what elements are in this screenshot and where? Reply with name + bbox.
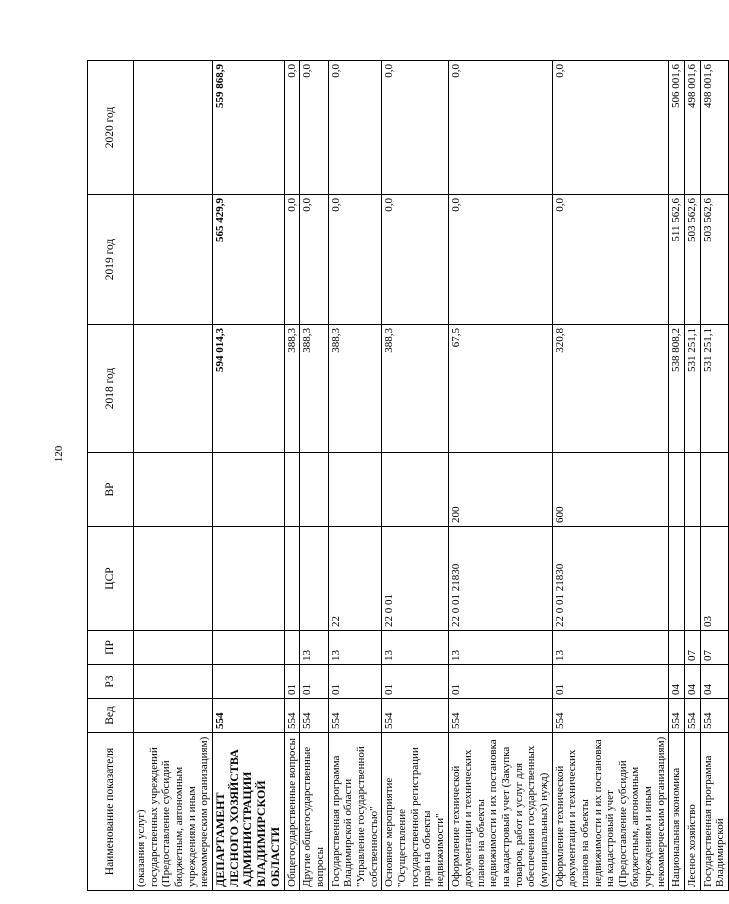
header-name: Наименование показателя — [88, 733, 134, 891]
row-name: Лесное хозяйство — [685, 733, 701, 891]
row-2019: 503 562,6 — [700, 195, 728, 325]
table-row — [669, 61, 685, 891]
row-ved: 554 — [669, 699, 685, 733]
header-pr: ПР — [88, 631, 134, 665]
table-row — [328, 61, 382, 891]
row-2020: 506 001,6 — [669, 61, 685, 195]
row-pr — [284, 631, 300, 665]
row-2020: 498 001,6 — [685, 61, 701, 195]
row-2018: 538 808,2 — [669, 325, 685, 453]
row-pr — [134, 631, 213, 665]
row-2019: 0,0 — [552, 195, 669, 325]
row-csr: 03 — [700, 527, 728, 631]
table-row — [685, 61, 701, 891]
rotated-table-wrapper — [87, 61, 727, 891]
row-2019: 511 562,6 — [669, 195, 685, 325]
row-2019 — [134, 195, 213, 325]
row-csr — [300, 527, 328, 631]
row-vr — [328, 453, 382, 527]
row-csr: 22 0 01 21830 — [552, 527, 669, 631]
row-vr — [300, 453, 328, 527]
row-name: ДЕПАРТАМЕНТ ЛЕСНОГО ХОЗЯЙСТВА АДМИНИСТРАЦИИ ВЛАДИМИРСКОЙ ОБЛАСТИ — [212, 733, 284, 891]
row-2019: 0,0 — [300, 195, 328, 325]
row-vr: 600 — [552, 453, 669, 527]
row-2020 — [134, 61, 213, 195]
table-row — [382, 61, 448, 891]
header-2018: 2018 год — [88, 325, 134, 453]
table-row — [134, 61, 213, 891]
row-2020: 498 001,6 — [700, 61, 728, 195]
row-ved: 554 — [448, 699, 552, 733]
row-vr — [669, 453, 685, 527]
row-2020: 0,0 — [552, 61, 669, 195]
row-2019: 0,0 — [448, 195, 552, 325]
row-ved: 554 — [300, 699, 328, 733]
row-rz: 01 — [552, 665, 669, 699]
table-row — [448, 61, 552, 891]
row-pr: 07 — [700, 631, 728, 665]
row-name: Оформление технической документации и технических планов на объекты недвижимости и их постановка на кадастровый учет (Предоставление субсидий бюджетным, автономным учреждениям и иным некоммерческим организациям) — [552, 733, 669, 891]
row-rz — [134, 665, 213, 699]
row-2018: 388,3 — [300, 325, 328, 453]
row-rz: 04 — [700, 665, 728, 699]
row-name: Национальная экономика — [669, 733, 685, 891]
row-ved: 554 — [700, 699, 728, 733]
table-row — [212, 61, 284, 891]
row-csr: 22 0 01 — [382, 527, 448, 631]
row-2020: 0,0 — [382, 61, 448, 195]
row-2019: 0,0 — [284, 195, 300, 325]
row-ved: 554 — [685, 699, 701, 733]
row-vr: 200 — [448, 453, 552, 527]
row-2020: 0,0 — [284, 61, 300, 195]
row-2018: 531 251,1 — [685, 325, 701, 453]
header-row — [88, 61, 134, 891]
row-rz: 04 — [685, 665, 701, 699]
header-csr: ЦСР — [88, 527, 134, 631]
row-vr — [382, 453, 448, 527]
row-pr: 13 — [300, 631, 328, 665]
row-pr: 13 — [382, 631, 448, 665]
row-name: (оказания услуг) государственных учреждений (Предоставление субсидий бюджетным, автономным учреждениям и иным некоммерческим организациям) — [134, 733, 213, 891]
budget-table — [87, 60, 729, 891]
row-vr — [284, 453, 300, 527]
row-name: Общегосударственные вопросы — [284, 733, 300, 891]
row-2018: 320,8 — [552, 325, 669, 453]
row-pr — [212, 631, 284, 665]
row-vr — [685, 453, 701, 527]
row-2019: 565 429,9 — [212, 195, 284, 325]
row-2020: 0,0 — [448, 61, 552, 195]
row-2018: 388,3 — [284, 325, 300, 453]
row-ved: 554 — [284, 699, 300, 733]
row-2019: 0,0 — [382, 195, 448, 325]
header-vr: ВР — [88, 453, 134, 527]
row-ved: 554 — [382, 699, 448, 733]
row-rz: 01 — [448, 665, 552, 699]
header-2019: 2019 год — [88, 195, 134, 325]
row-rz: 04 — [669, 665, 685, 699]
row-2020: 0,0 — [300, 61, 328, 195]
row-2020: 559 868,9 — [212, 61, 284, 195]
row-name: Государственная программа Владимирской — [700, 733, 728, 891]
row-pr: 13 — [448, 631, 552, 665]
row-2018: 594 014,3 — [212, 325, 284, 453]
row-name: Оформление технической документации и технических планов на объекты недвижимости и их постановка на кадастровый учет (Закупка товаров, работ и услуг для обеспечения государственных (муниципальных) нужд) — [448, 733, 552, 891]
row-rz: 01 — [284, 665, 300, 699]
row-vr — [700, 453, 728, 527]
row-name: Другие общегосударственные вопросы — [300, 733, 328, 891]
row-csr — [212, 527, 284, 631]
row-2018: 67,5 — [448, 325, 552, 453]
row-csr: 22 0 01 21830 — [448, 527, 552, 631]
header-ved: Вед — [88, 699, 134, 733]
table-row — [284, 61, 300, 891]
row-vr — [212, 453, 284, 527]
table-row — [300, 61, 328, 891]
row-csr — [685, 527, 701, 631]
row-2019: 503 562,6 — [685, 195, 701, 325]
row-2018: 531 251,1 — [700, 325, 728, 453]
row-rz — [212, 665, 284, 699]
row-ved: 554 — [328, 699, 382, 733]
row-2020: 0,0 — [328, 61, 382, 195]
row-rz: 01 — [382, 665, 448, 699]
row-2019: 0,0 — [328, 195, 382, 325]
row-csr: 22 — [328, 527, 382, 631]
row-pr: 13 — [552, 631, 669, 665]
table-row — [700, 61, 728, 891]
row-rz: 01 — [328, 665, 382, 699]
row-ved: 554 — [552, 699, 669, 733]
row-vr — [134, 453, 213, 527]
row-csr — [669, 527, 685, 631]
row-name: Государственная программа Владимирской области "Управление государственной собственностью" — [328, 733, 382, 891]
row-2018 — [134, 325, 213, 453]
row-ved: 554 — [212, 699, 284, 733]
row-pr: 07 — [685, 631, 701, 665]
row-pr: 13 — [328, 631, 382, 665]
row-2018: 388,3 — [328, 325, 382, 453]
row-pr — [669, 631, 685, 665]
page-number: 120 — [53, 445, 65, 463]
row-ved — [134, 699, 213, 733]
header-rz: РЗ — [88, 665, 134, 699]
row-csr — [134, 527, 213, 631]
table-row — [552, 61, 669, 891]
row-name: Основное мероприятие "Осуществление государственной регистрации прав на объекты недвижимости" — [382, 733, 448, 891]
header-2020: 2020 год — [88, 61, 134, 195]
row-2018: 388,3 — [382, 325, 448, 453]
row-rz: 01 — [300, 665, 328, 699]
row-csr — [284, 527, 300, 631]
